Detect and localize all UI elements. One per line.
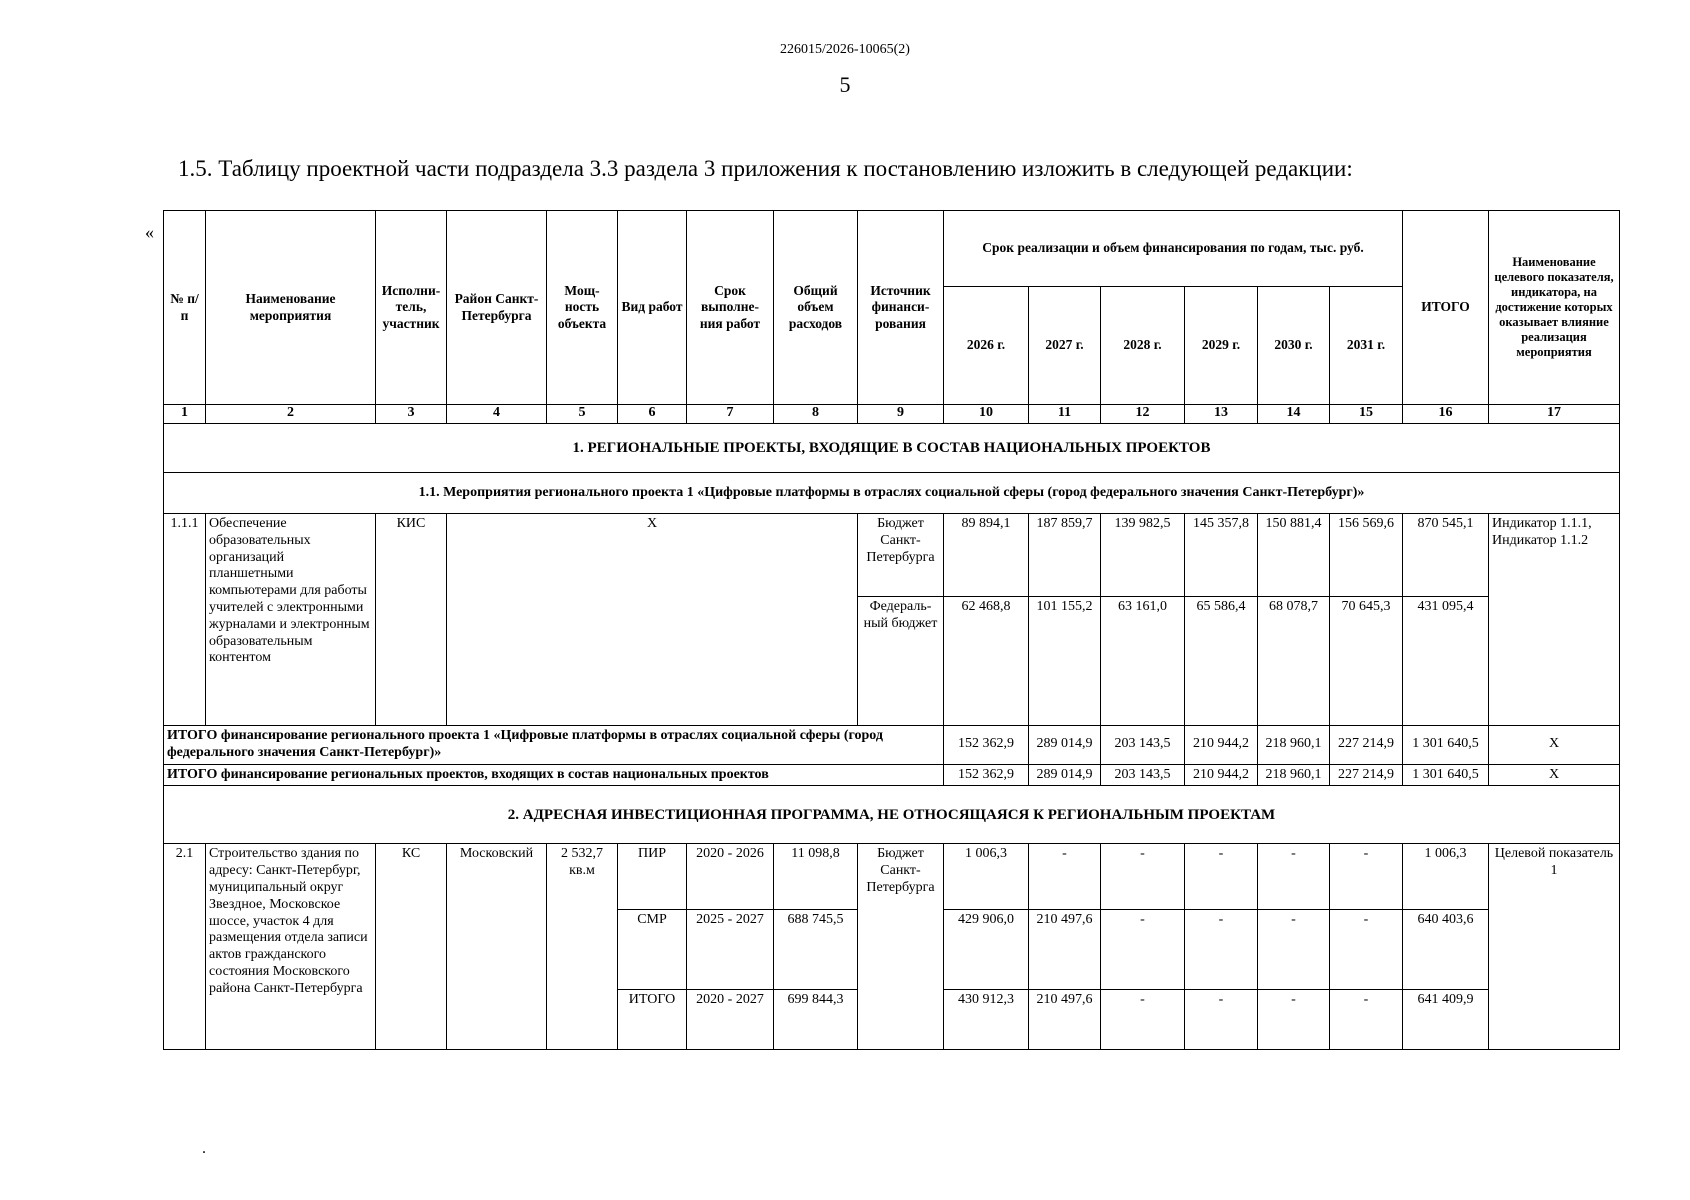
header-name: Наименование мероприятия (206, 211, 376, 405)
value-cell: 62 468,8 (944, 597, 1029, 726)
value-cell: 203 143,5 (1101, 764, 1185, 786)
value-cell: 227 214,9 (1330, 726, 1403, 765)
col-index: 3 (376, 405, 447, 424)
header-year: 2026 г. (944, 287, 1029, 405)
term-cell: 2025 - 2027 (687, 910, 774, 990)
value-cell: 430 912,3 (944, 990, 1029, 1050)
value-cell: 210 944,2 (1185, 764, 1258, 786)
total-label (164, 764, 944, 786)
total-cell: 641 409,9 (1403, 990, 1489, 1050)
total-row (164, 764, 1620, 786)
header-district: Район Санкт-Петербурга (447, 211, 547, 405)
total-label-text: финансирование регионального проекта 1 «Цифровые платформы в отраслях социальной сферы (город федерального значения Санкт-Петербург)» (167, 728, 883, 760)
col-index: 14 (1258, 405, 1330, 424)
header-itogo: ИТОГО (1403, 211, 1489, 405)
row-source: Федераль-ный бюджет (858, 597, 944, 726)
table-row (164, 844, 1620, 910)
value-cell: 210 497,6 (1029, 910, 1101, 990)
row-name: Строительство здания по адресу: Санкт-Петербург, муниципальный округ Звездное, Московское шоссе, участок 4 для размещения отдела записи актов гражданского состояния Московского района Санкт-Петербурга (206, 844, 376, 1050)
header-executor: Исполни-тель, участник (376, 211, 447, 405)
col-index: 16 (1403, 405, 1489, 424)
total-cell: 1 006,3 (1403, 844, 1489, 910)
value-cell: - (1101, 990, 1185, 1050)
term-cell: 2020 - 2027 (687, 990, 774, 1050)
value-cell: 187 859,7 (1029, 514, 1101, 597)
value-cell: - (1185, 910, 1258, 990)
total-cell: 870 545,1 (1403, 514, 1489, 597)
total-row (164, 726, 1620, 765)
value-cell: - (1185, 990, 1258, 1050)
footer-mark: . (202, 1140, 206, 1157)
total-label (164, 726, 944, 765)
column-index-row (164, 405, 1620, 424)
row-num: 1.1.1 (164, 514, 206, 726)
header-term: Срок выполне-ния работ (687, 211, 774, 405)
total-cell: 431 095,4 (1403, 597, 1489, 726)
header-year: 2028 г. (1101, 287, 1185, 405)
value-cell: 65 586,4 (1185, 597, 1258, 726)
indicator-cell: X (1489, 726, 1620, 765)
term-cell: 2020 - 2026 (687, 844, 774, 910)
open-quote: « (145, 222, 154, 242)
cost-cell: 699 844,3 (774, 990, 858, 1050)
header-year: 2027 г. (1029, 287, 1101, 405)
col-index: 17 (1489, 405, 1620, 424)
value-cell: - (1258, 910, 1330, 990)
table-row (164, 514, 1620, 597)
header-capacity: Мощ-ность объекта (547, 211, 618, 405)
header-num: № п/п (164, 211, 206, 405)
row-capacity: 2 532,7 кв.м (547, 844, 618, 1050)
col-index: 11 (1029, 405, 1101, 424)
total-cell: 1 301 640,5 (1403, 726, 1489, 765)
value-cell: 139 982,5 (1101, 514, 1185, 597)
row-indicator: Целевой показатель 1 (1489, 844, 1620, 1050)
header-source: Источник финанси-рования (858, 211, 944, 405)
col-index: 12 (1101, 405, 1185, 424)
header-work-type: Вид работ (618, 211, 687, 405)
section-title: 2. АДРЕСНАЯ ИНВЕСТИЦИОННАЯ ПРОГРАММА, НЕ ОТНОСЯЩАЯСЯ К РЕГИОНАЛЬНЫМ ПРОЕКТАМ (164, 786, 1620, 844)
value-cell: 218 960,1 (1258, 726, 1330, 765)
col-index: 6 (618, 405, 687, 424)
row-name: Обеспечение образовательных организаций планшетными компьютерами для работы учителей с электронными журналами и электронным образовательным контентом (206, 514, 376, 726)
cost-cell: 11 098,8 (774, 844, 858, 910)
value-cell: - (1258, 844, 1330, 910)
row-source: Бюджет Санкт-Петербурга (858, 844, 944, 1050)
row-district: Московский (447, 844, 547, 1050)
row-source: Бюджет Санкт-Петербурга (858, 514, 944, 597)
value-cell: - (1330, 990, 1403, 1050)
value-cell: - (1101, 844, 1185, 910)
header-total-cost: Общий объем расходов (774, 211, 858, 405)
header-indicator: Наименование целевого показателя, индикатора, на достижение которых оказывает влияние реализация мероприятия (1489, 211, 1620, 405)
total-cell: 1 301 640,5 (1403, 764, 1489, 786)
cost-cell: 688 745,5 (774, 910, 858, 990)
col-index: 9 (858, 405, 944, 424)
value-cell: - (1258, 990, 1330, 1050)
value-cell: - (1029, 844, 1101, 910)
value-cell: - (1330, 844, 1403, 910)
value-cell: 203 143,5 (1101, 726, 1185, 765)
value-cell: 68 078,7 (1258, 597, 1330, 726)
value-cell: - (1101, 910, 1185, 990)
value-cell: 210 497,6 (1029, 990, 1101, 1050)
total-label-text: финансирование региональных проектов, входящих в состав национальных проектов (217, 766, 769, 782)
value-cell: 218 960,1 (1258, 764, 1330, 786)
header-year: 2031 г. (1330, 287, 1403, 405)
total-label-bold: ИТОГО (167, 728, 218, 743)
col-index: 8 (774, 405, 858, 424)
value-cell: 101 155,2 (1029, 597, 1101, 726)
work-type-cell: ПИР (618, 844, 687, 910)
program-table (163, 210, 1620, 1050)
value-cell: 210 944,2 (1185, 726, 1258, 765)
col-index: 1 (164, 405, 206, 424)
col-index: 15 (1330, 405, 1403, 424)
value-cell: 152 362,9 (944, 764, 1029, 786)
value-cell: 156 569,6 (1330, 514, 1403, 597)
indicator-cell: X (1489, 764, 1620, 786)
value-cell: 63 161,0 (1101, 597, 1185, 726)
value-cell: 289 014,9 (1029, 764, 1101, 786)
row-executor: КИС (376, 514, 447, 726)
col-index: 4 (447, 405, 547, 424)
col-index: 5 (547, 405, 618, 424)
col-index: 2 (206, 405, 376, 424)
header-year: 2030 г. (1258, 287, 1330, 405)
row-indicator: Индикатор 1.1.1, Индикатор 1.1.2 (1489, 514, 1620, 726)
value-cell: 150 881,4 (1258, 514, 1330, 597)
col-index: 10 (944, 405, 1029, 424)
value-cell: - (1185, 844, 1258, 910)
value-cell: 70 645,3 (1330, 597, 1403, 726)
value-cell: 145 357,8 (1185, 514, 1258, 597)
section-title: 1. РЕГИОНАЛЬНЫЕ ПРОЕКТЫ, ВХОДЯЩИЕ В СОСТАВ НАЦИОНАЛЬНЫХ ПРОЕКТОВ (164, 424, 1620, 473)
work-type-cell: СМР (618, 910, 687, 990)
total-label-bold: ИТОГО (167, 766, 218, 782)
value-cell: 289 014,9 (1029, 726, 1101, 765)
work-type-cell: ИТОГО (618, 990, 687, 1050)
value-cell: 429 906,0 (944, 910, 1029, 990)
value-cell: 227 214,9 (1330, 764, 1403, 786)
page-number: 5 (839, 72, 851, 97)
value-cell: - (1330, 910, 1403, 990)
row-not-applicable: X (447, 514, 858, 726)
value-cell: 1 006,3 (944, 844, 1029, 910)
subsection-title: 1.1. Мероприятия регионального проекта 1 «Цифровые платформы в отраслях социальной сферы (город федерального значения Санкт-Петербург)» (164, 473, 1620, 514)
intro-paragraph: 1.5. Таблицу проектной части подраздела 3.3 раздела 3 приложения к постановлению изложить в следующей редакции: (178, 156, 1353, 181)
header-year: 2029 г. (1185, 287, 1258, 405)
header-period-group: Срок реализации и объем финансирования по годам, тыс. руб. (944, 211, 1403, 287)
row-num: 2.1 (164, 844, 206, 1050)
row-executor: КС (376, 844, 447, 1050)
value-cell: 152 362,9 (944, 726, 1029, 765)
total-cell: 640 403,6 (1403, 910, 1489, 990)
value-cell: 89 894,1 (944, 514, 1029, 597)
col-index: 13 (1185, 405, 1258, 424)
document-number: 226015/2026-10065(2) (780, 42, 910, 57)
col-index: 7 (687, 405, 774, 424)
